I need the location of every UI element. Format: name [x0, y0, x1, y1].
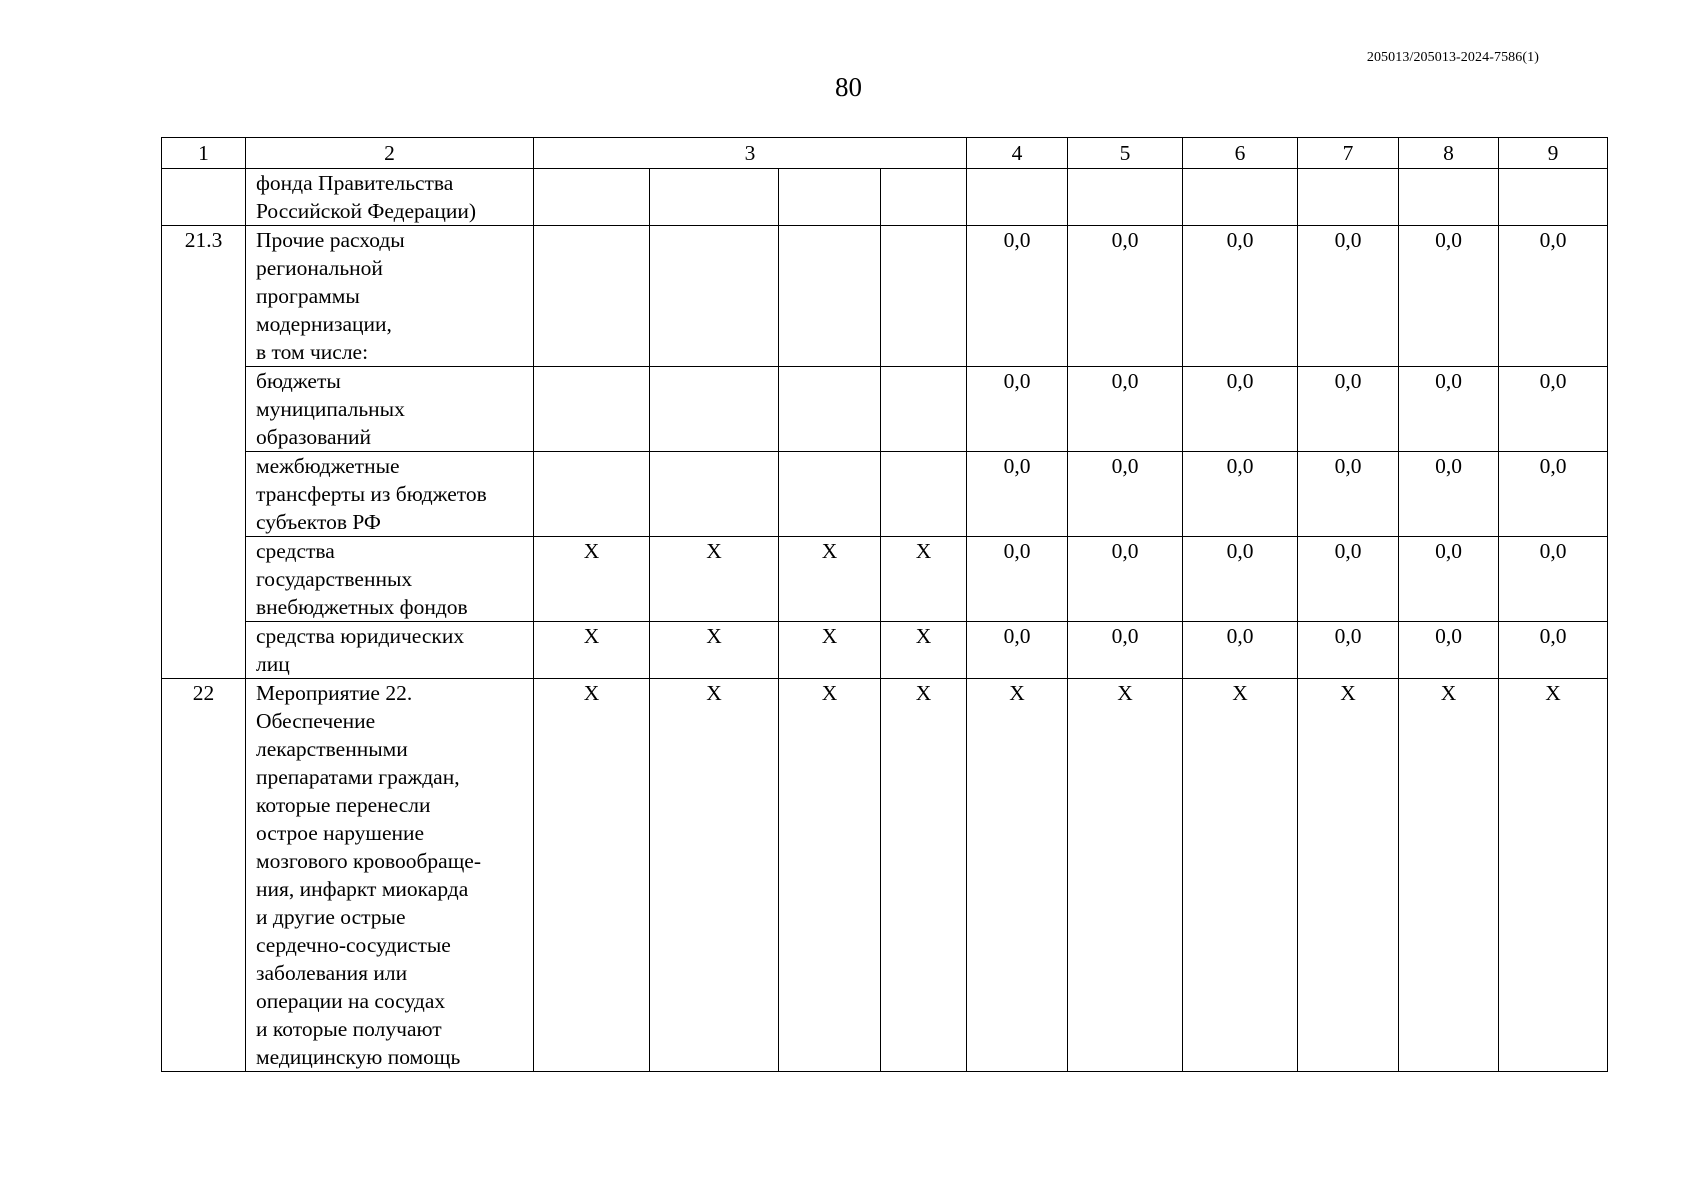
- col3-sub-cell: Х: [650, 622, 779, 679]
- table-row: [162, 679, 1608, 1072]
- value-cell-col8: 0,0: [1399, 367, 1499, 452]
- value-cell-col6: 0,0: [1183, 452, 1298, 537]
- col3-sub-cell: [779, 226, 881, 367]
- col3-sub-cell: [881, 226, 967, 367]
- column-header-5: 5: [1068, 138, 1183, 169]
- value-cell-col5: [1068, 169, 1183, 226]
- value-cell-col8: 0,0: [1399, 537, 1499, 622]
- value-cell-col7: 0,0: [1298, 367, 1399, 452]
- col3-sub-cell: Х: [650, 679, 779, 1072]
- value-cell-col4: 0,0: [967, 367, 1068, 452]
- row-name-cell: Мероприятие 22. Обеспечение лекарственными препаратами граждан, которые перенесли острое нарушение мозгового кровообраще- ния, инфаркт миокарда и другие острые сердечно-сосудистые заболевания или операции на сосудах и которые получают медицинскую помощь: [246, 679, 534, 1072]
- value-cell-col6: Х: [1183, 679, 1298, 1072]
- value-cell-col7: 0,0: [1298, 537, 1399, 622]
- col3-sub-cell: [881, 169, 967, 226]
- budget-table: [161, 137, 1608, 1072]
- value-cell-col4: 0,0: [967, 452, 1068, 537]
- value-cell-col6: 0,0: [1183, 367, 1298, 452]
- table-row: [162, 226, 1608, 367]
- col3-sub-cell: [779, 367, 881, 452]
- col3-sub-cell: [534, 169, 650, 226]
- table-row: [162, 169, 1608, 226]
- column-header-8: 8: [1399, 138, 1499, 169]
- col3-sub-cell: Х: [534, 537, 650, 622]
- row-name-cell: бюджеты муниципальных образований: [246, 367, 534, 452]
- col3-sub-cell: [779, 452, 881, 537]
- col3-sub-cell: [881, 452, 967, 537]
- col3-sub-cell: Х: [779, 622, 881, 679]
- table-row: [162, 537, 1608, 622]
- value-cell-col4: 0,0: [967, 622, 1068, 679]
- value-cell-col5: 0,0: [1068, 226, 1183, 367]
- value-cell-col8: Х: [1399, 679, 1499, 1072]
- row-name-cell: фонда Правительства Российской Федерации): [246, 169, 534, 226]
- col3-sub-cell: Х: [650, 537, 779, 622]
- col3-sub-cell: Х: [881, 537, 967, 622]
- value-cell-col4: 0,0: [967, 537, 1068, 622]
- document-reference: 205013/205013-2024-7586(1): [1366, 50, 1539, 65]
- col3-sub-cell: [650, 452, 779, 537]
- col3-sub-cell: [534, 452, 650, 537]
- col3-sub-cell: [779, 169, 881, 226]
- value-cell-col5: 0,0: [1068, 622, 1183, 679]
- value-cell-col6: [1183, 169, 1298, 226]
- col3-sub-cell: Х: [779, 679, 881, 1072]
- header-row: [162, 138, 1608, 169]
- column-header-4: 4: [967, 138, 1068, 169]
- col3-sub-cell: [650, 367, 779, 452]
- row-number-cell: 21.3: [162, 226, 246, 679]
- row-name-cell: межбюджетные трансферты из бюджетов субъектов РФ: [246, 452, 534, 537]
- value-cell-col5: 0,0: [1068, 452, 1183, 537]
- row-name-cell: средства юридических лиц: [246, 622, 534, 679]
- value-cell-col7: [1298, 169, 1399, 226]
- value-cell-col9: [1499, 169, 1608, 226]
- value-cell-col4: [967, 169, 1068, 226]
- col3-sub-cell: [534, 367, 650, 452]
- value-cell-col5: 0,0: [1068, 537, 1183, 622]
- col3-sub-cell: Х: [534, 679, 650, 1072]
- row-number-cell: [162, 169, 246, 226]
- value-cell-col8: 0,0: [1399, 622, 1499, 679]
- value-cell-col7: 0,0: [1298, 622, 1399, 679]
- row-name-cell: Прочие расходы региональной программы модернизации, в том числе:: [246, 226, 534, 367]
- col3-sub-cell: Х: [779, 537, 881, 622]
- value-cell-col9: 0,0: [1499, 226, 1608, 367]
- value-cell-col5: Х: [1068, 679, 1183, 1072]
- value-cell-col4: Х: [967, 679, 1068, 1072]
- value-cell-col9: 0,0: [1499, 367, 1608, 452]
- value-cell-col6: 0,0: [1183, 622, 1298, 679]
- table-row: [162, 452, 1608, 537]
- column-header-2: 2: [246, 138, 534, 169]
- col3-sub-cell: Х: [881, 622, 967, 679]
- page-number: 80: [835, 72, 862, 102]
- value-cell-col6: 0,0: [1183, 226, 1298, 367]
- column-header-3: 3: [534, 138, 967, 169]
- col3-sub-cell: [881, 367, 967, 452]
- col3-sub-cell: Х: [881, 679, 967, 1072]
- value-cell-col7: 0,0: [1298, 226, 1399, 367]
- column-header-7: 7: [1298, 138, 1399, 169]
- table-row: [162, 367, 1608, 452]
- value-cell-col6: 0,0: [1183, 537, 1298, 622]
- table-row: [162, 622, 1608, 679]
- col3-sub-cell: [534, 226, 650, 367]
- row-number-cell: 22: [162, 679, 246, 1072]
- column-header-6: 6: [1183, 138, 1298, 169]
- value-cell-col9: 0,0: [1499, 622, 1608, 679]
- col3-sub-cell: [650, 226, 779, 367]
- column-header-1: 1: [162, 138, 246, 169]
- value-cell-col4: 0,0: [967, 226, 1068, 367]
- row-name-cell: средства государственных внебюджетных фондов: [246, 537, 534, 622]
- value-cell-col8: 0,0: [1399, 226, 1499, 367]
- value-cell-col7: Х: [1298, 679, 1399, 1072]
- value-cell-col9: 0,0: [1499, 537, 1608, 622]
- column-header-9: 9: [1499, 138, 1608, 169]
- value-cell-col8: [1399, 169, 1499, 226]
- value-cell-col9: 0,0: [1499, 452, 1608, 537]
- table-body: [162, 138, 1608, 1072]
- col3-sub-cell: Х: [534, 622, 650, 679]
- value-cell-col7: 0,0: [1298, 452, 1399, 537]
- col3-sub-cell: [650, 169, 779, 226]
- value-cell-col9: Х: [1499, 679, 1608, 1072]
- value-cell-col8: 0,0: [1399, 452, 1499, 537]
- value-cell-col5: 0,0: [1068, 367, 1183, 452]
